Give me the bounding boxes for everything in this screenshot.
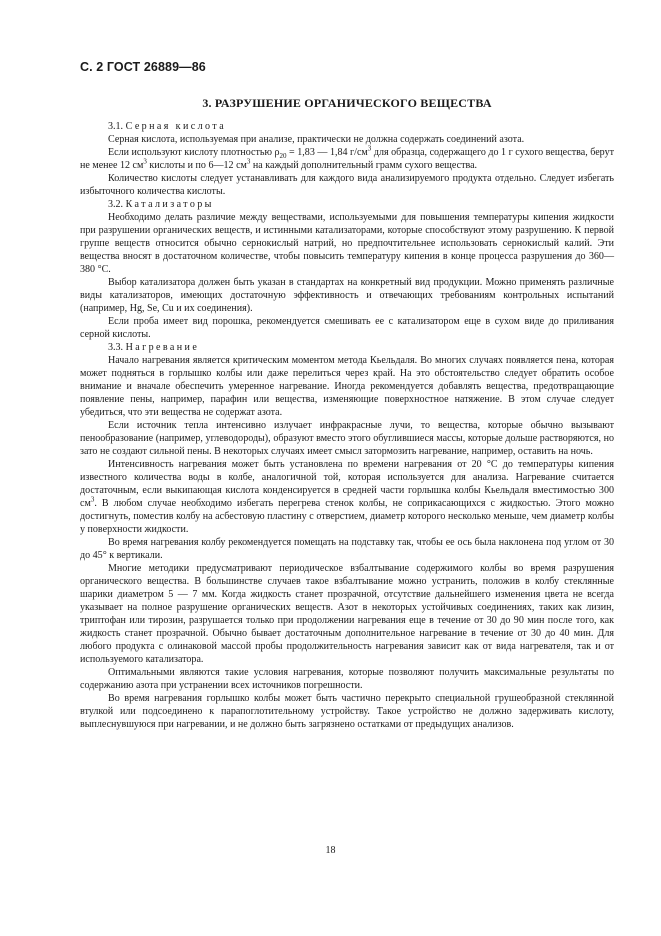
subsection-heading-3-1	[80, 120, 614, 133]
page-header: С. 2 ГОСТ 26889—86	[80, 60, 206, 74]
section-title: 3. РАЗРУШЕНИЕ ОРГАНИЧЕСКОГО ВЕЩЕСТВА	[202, 96, 492, 110]
subsection-heading-3-3	[80, 341, 614, 354]
paragraph: Серная кислота, используемая при анализе, практически не должна содержать соединений азота.	[108, 134, 525, 145]
subsection-title: Нагревание	[125, 342, 200, 353]
paragraph: Если источник тепла интенсивно излучает инфракрасные лучи, то вещества, которые обычно вызывают пенообразование (например, углеводороды), образуют вместо этого обуглившиеся массы, которые дольше растворяются, но зато не создают сильной пены. В некоторых случаях имеет смысл затормозить нагревание, например, оставить на ночь.	[80, 420, 614, 457]
paragraph-heating-intensity: Интенсивность нагревания может быть установлена по времени нагревания от 20 °С до температуры кипения известного количества воды в колбе, аналогичной той, которая используется для анализа. Нагревание считается достаточным, если выкипающая кислота конденсируется в средней части горлышка колбы Кьельдаля вместимостью 300 $см^3$. В любом случае необходимо избегать перегрева стенок колбы, не соприкасающихся с жидкостью. Этого можно достигнуть, поместив колбу на асбестовую пластину с отверстием, диаметр которого несколько меньше, чем диаметр колбы у поверхности жидкости.	[80, 459, 614, 535]
paragraph: Количество кислоты следует устанавливать для каждого вида анализируемого продукта отдельно. Следует избегать избыточного количества кислоты.	[80, 173, 614, 197]
subsection-number: 3.3.	[108, 342, 124, 353]
paragraph-density: Если используют кислоту плотностью $\rho_{20} = 1,83$ — 1,84 $г/см^3$ для образца, содержащего до 1 г сухого вещества, берут не менее 12 $см^3$ кислоты и по 6—12 $см^3$ на каждый дополнительный грамм сухого вещества.	[80, 144, 614, 171]
subsection-title: Серная кислота	[125, 121, 227, 132]
paragraph: Начало нагревания является критическим моментом метода Кьельдаля. Во многих случаях появляется пена, которая может подняться в горлышко колбы или даже перелиться через край. На это обстоятельство следует обратить особое внимание и вначале обеспечить умеренное нагревание. Иногда рекомендуется добавлять вещества, предотвращающие появление пены, например, парафин или вещества, изменяющие поверхностное натяжение. В этом случае следует убедиться, что эти вещества не содержат азота.	[80, 355, 614, 418]
subsection-title: Катализаторы	[125, 199, 214, 210]
subsection-number: 3.2.	[108, 199, 124, 210]
page-number: 18	[325, 845, 336, 856]
paragraph: Многие методики предусматривают периодическое взбалтывание содержимого колбы во время разрушения органического вещества. В большинстве случаев такое взбалтывание можно устранить, положив в колбу стеклянные шарики диаметром 5 — 7 мм. Когда жидкость станет прозрачной, отсутствие дальнейшего изменения цвета не всегда указывает на полное разрушение органических веществ. Азот в некоторых устойчивых соединениях, таких как лизин, триптофан или тирозин, разрушается только при продолжении нагревания еще в течение от 30 до 90 мин после того, как жидкость станет прозрачной. Обычно бывает достаточным дополнительное нагревание в течение от 30 до 40 мин. Для любого продукта с олинаковой массой пробы продолжительность нагревания зависит как от вида нагревателя, так и от используемого катализатора.	[80, 563, 614, 665]
paragraph: Если проба имеет вид порошка, рекомендуется смешивать ее с катализатором еще в сухом виде до приливания серной кислоты.	[80, 316, 614, 340]
subsection-number: 3.1.	[108, 121, 124, 132]
document-page	[80, 60, 614, 731]
paragraph: Необходимо делать различие между веществами, используемыми для повышения температуры кипения жидкости при разрушении органических веществ, и истинными катализаторами, которые способствуют этому разрушению. К первой группе веществ относится обычно сернокислый натрий, но предпочтительнее использовать сернокислый калий. Эти вещества вносят в достаточном количестве, чтобы повысить температуру кипения в конце процесса разрушения до 360—380 °С.	[80, 212, 614, 275]
paragraph: Оптимальными являются такие условия нагревания, которые позволяют получить максимальные результаты по содержанию азота при устранении всех источников погрешности.	[80, 667, 614, 691]
paragraph: Во время нагревания колбу рекомендуется помещать на подставку так, чтобы ее ось была наклонена под углом от 30 до 45° к вертикали.	[80, 537, 614, 561]
paragraph: Выбор катализатора должен быть указан в стандартах на конкретный вид продукции. Можно применять различные виды катализаторов, имеющих достаточную эффективность и отвечающих требованиям контрольных испытаний (например, Hg, Se, Cu и их соединения).	[80, 277, 614, 314]
paragraph: Во время нагревания горлышко колбы может быть частично перекрыто специальной грушеобразной стеклянной втулкой или подсоединено к парапоглотительному устройству. Такое устройство не должно задерживать кислоту, выплеснувшуюся при нагревании, и не должно быть загрязнено остатками от предыдущих анализов.	[80, 693, 614, 730]
subsection-heading-3-2	[80, 198, 614, 211]
